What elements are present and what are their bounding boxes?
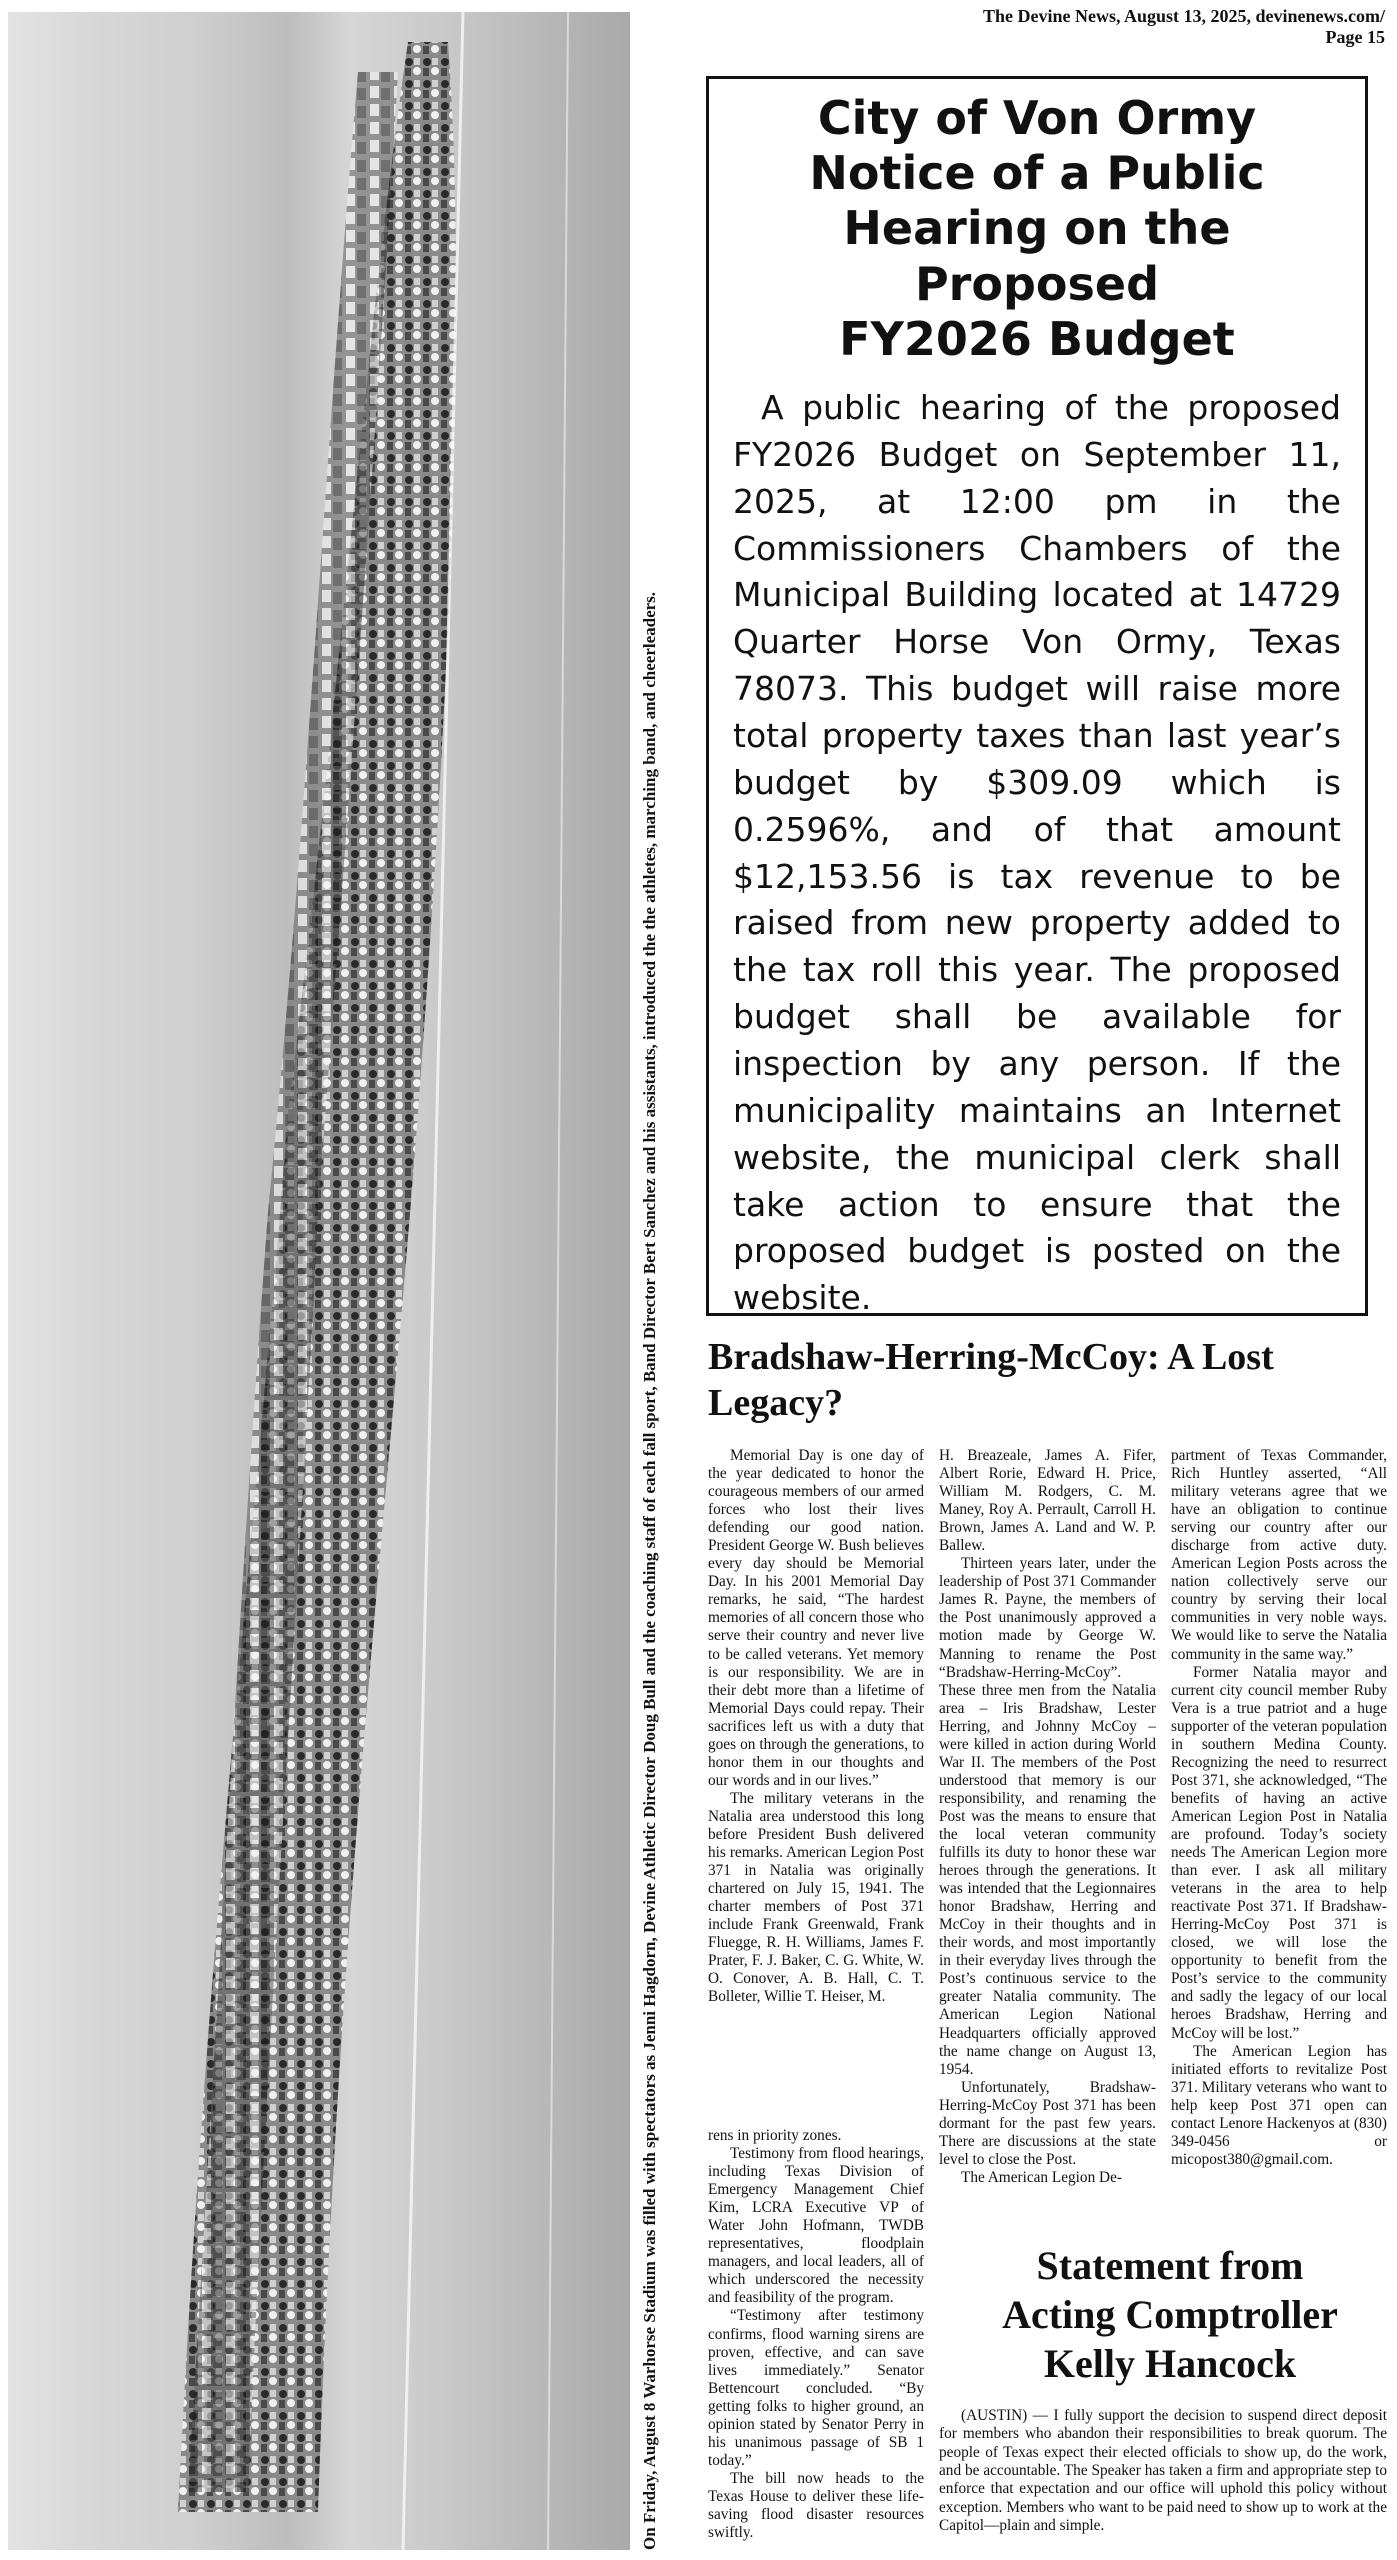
paragraph: partment of Texas Commander, Rich Huntley asserted, “All military veterans agree that we have an obligation to continue serving our country after our discharge from active duty. American Legion Posts across the nation collectively serve our country by serving their local communities in very noble ways. We would like to serve the Natalia community in the same way.”	[1171, 1447, 1387, 1663]
paragraph: H. Breazeale, James A. Fifer, Albert Rorie, Edward H. Price, William M. Rodgers, C. M. Maney, Roy A. Perrault, Carroll H. Brown, James A. Land and W. P. Ballew.	[939, 1447, 1156, 1555]
budget-hearing-notice	[706, 76, 1368, 1316]
statement-title-line: Statement from	[1036, 2243, 1304, 2288]
crowd-graphic	[8, 12, 630, 2550]
flood-article-continuation	[708, 2127, 924, 2542]
paragraph: “Testimony after testimony confirms, flood warning sirens are proven, effective, and can save lives immediately.” Senator Bettencourt concluded. “By getting folks to higher ground, an opinion stated by Senator Perry in his unanimous passage of SB 1 today.”	[708, 2307, 924, 2469]
paragraph: (AUSTIN) — I fully support the decision to suspend direct deposit for members who abandon their responsibilities to break quorum. The people of Texas expect their elected officials to show up, do the work, and be accountable. The Speaker has taken a firm and appropriate step to enforce that expectation and our office will uphold this policy without exception. Members who want to be paid need to show up to work at the Capitol—plain and simple.	[939, 2407, 1387, 2535]
article-column-2	[939, 1447, 1156, 2187]
paragraph: The military veterans in the Natalia area understood this long before President Bush delivered his remarks. American Legion Post 371 in Natalia was originally chartered on July 15, 1941. The charter members of Post 371 include Frank Greenwald, Frank Fluegge, R. H. Williams, James F. Prater, F. J. Baker, C. G. White, W. O. Conover, A. B. Hall, C. T. Bolleter, Willie T. Heiser, M.	[708, 1789, 924, 2006]
paragraph: The American Legion De-	[961, 2168, 1122, 2186]
notice-title-line: FY2026 Budget	[839, 311, 1235, 366]
statement-title-line: Acting Comptroller	[1002, 2291, 1338, 2337]
article-column-3	[1171, 1447, 1387, 2169]
paragraph: The American Legion has initiated efforts to revitalize Post 371. Military veterans who want to help keep Post 371 open can contact Lenore Hackenyos at (830) 349-0456 or micopost380@gmail.com.	[1171, 2042, 1387, 2168]
stadium-photo	[8, 12, 630, 2550]
article-headline: Bradshaw-Herring-McCoy: A Lost Legacy?	[708, 1336, 1274, 1424]
notice-title-line: Hearing on the Proposed	[843, 201, 1231, 311]
paragraph: Testimony from flood hearings, including Texas Division of Emergency Management Chief Kim, LCRA Executive VP of Water John Hofmann, TWDB representatives, floodplain managers, and local leaders, all of which underscored the necessity and feasibility of the program.	[708, 2145, 924, 2307]
paragraph: Former Natalia mayor and current city council member Ruby Vera is a true patriot and a huge supporter of the veteran population in southern Medina County. Recognizing the need to resurrect Post 371, she acknowledged, “The benefits of having an active American Legion Post in Natalia are profound. Today’s society needs The American Legion more than ever. I ask all military veterans in the area to help reactivate Post 371. If Bradshaw-Herring-McCoy Post 371 is closed, we will lose the opportunity to benefit from the Post’s service to the community and sadly the legacy of our local heroes Bradshaw, Herring and McCoy will be lost.”	[1171, 1663, 1387, 2042]
paragraph: Memorial Day is one day of the year dedicated to honor the courageous members of our armed forces who lost their lives defending our good nation. President George W. Bush believes every day should be Memorial Day. In his 2001 Memorial Day remarks, he said, “The hardest memories of all concern those who serve their country and never live to be called veterans. Yet memory is our responsibility. We are in their debt more than a lifetime of Memorial Days could repay. Their sacrifices left us with a duty that goes on through the generations, to honor them in our thoughts and our words and in our lives.”	[708, 1447, 924, 1789]
paragraph: Unfortunately, Bradshaw-Herring-McCoy Post 371 has been dormant for the past few years. There are discussions at the state level to close the Post.	[939, 2078, 1156, 2168]
notice-title	[729, 91, 1345, 367]
paragraph: Thirteen years later, under the leadership of Post 371 Commander James R. Payne, the members of the Post unanimously approved a motion made by George W. Manning to rename the Post “Bradshaw-Herring-McCoy”. These three men from the Natalia area – Iris Bradshaw, Lester Herring, and Johnny McCoy – were killed in action during World War II. The members of the Post understood that memory is our responsibility, and renaming the Post was the means to ensure that the local veteran community fulfills its duty to honor these war heroes through the generations. It was intended that the Legionnaires honor Bradshaw, Herring and McCoy in their thoughts and in their words, and most importantly in their everyday lives through the Post’s continuous service to the greater Natalia community. The American Legion National Headquarters officially approved the name change on August 13, 1954.	[939, 1555, 1156, 2078]
notice-body: A public hearing of the proposed FY2026 Budget on September 11, 2025, at 12:00 pm in the Commissioners Chambers of the Municipal Building located at 14729 Quarter Horse Von Ormy, Texas 78073. This budget will raise more total property taxes than last year’s budget by $309.09 which is 0.2596%, and of that amount $12,153.56 is tax revenue to be raised from new property added to the tax roll this year. The proposed budget shall be available for inspection by any person. If the municipality maintains an Internet website, the municipal clerk shall take action to ensure that the proposed budget is posted on the website.	[733, 387, 1341, 1318]
page-header: The Devine News, August 13, 2025, devinenews.com/ Page 15	[982, 6, 1385, 47]
notice-title-line: Notice of a Public	[809, 146, 1265, 201]
paragraph: The bill now heads to the Texas House to deliver these life-saving flood disaster resources swiftly.	[708, 2469, 924, 2542]
statement-title-line: Kelly Hancock	[1043, 2340, 1297, 2386]
notice-title-line: City of Von Ormy	[817, 91, 1257, 145]
statement-body	[939, 2407, 1387, 2535]
paragraph: rens in priority zones.	[708, 2127, 842, 2144]
article-column-1	[708, 1447, 924, 2006]
photo-caption-container	[632, 12, 668, 2550]
photo-caption: On Friday, August 8 Warhorse Stadium was filled with spectators as Jenni Hagdorn, Devine Athletic Director Doug Bull and the coaching staff of each fall sport, Band Director Bert Sanchez and his assistants, introduced the the athletes, marching band, and cheerleaders.	[640, 591, 659, 2550]
statement-headline	[950, 2242, 1390, 2388]
